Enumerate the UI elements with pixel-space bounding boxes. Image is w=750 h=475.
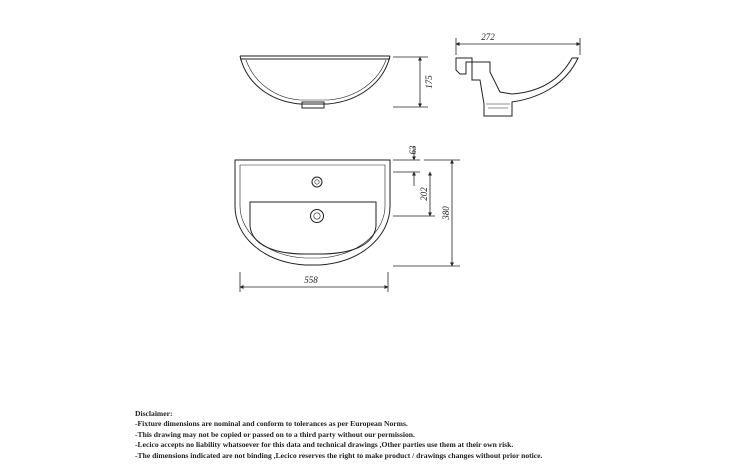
disclaimer-line: -The dimensions indicated are not binding ,Lecico reserves the right to make product / drawings changes without prior notice. [135,450,543,460]
disclaimer-line: -Lecico accepts no liability whatsoever for this data and technical drawings ,Other parties use them at their own risk. [135,440,514,450]
disclaimer-line: -This drawing may not be copied or passed on to a third party without our permission. [135,429,415,439]
plan-view [235,160,390,265]
front-elevation-view [240,56,390,108]
depth-dimension [456,38,580,55]
depth-dimension-label: 272 [481,32,495,42]
disclaimer-title: Disclaimer: [135,409,173,418]
disclaimer [135,409,735,461]
height-dimension [393,57,428,107]
height-dimension-label: 175 [424,75,434,89]
side-section-view [456,58,578,116]
width-dimension-label: 558 [304,275,318,285]
tap-offset-dimension-label: 63 [408,145,418,155]
overall-depth-dimension-label: 380 [441,206,451,220]
bowl-depth-dimension-label: 202 [419,187,429,201]
disclaimer-line: -Fixture dimensions are nominal and conform to tolerances as per European Norms. [135,419,408,429]
